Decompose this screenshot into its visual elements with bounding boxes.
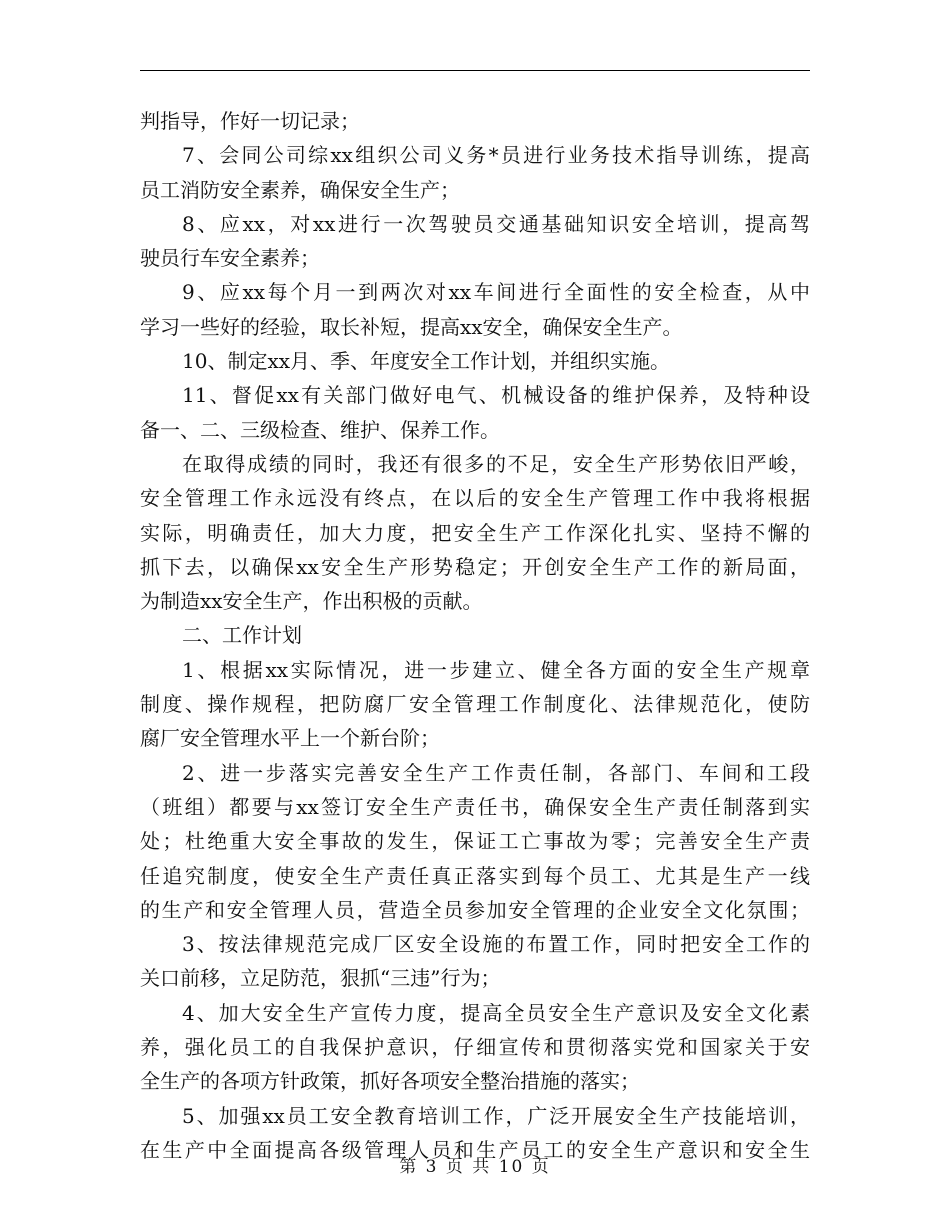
header-rule: [140, 70, 810, 71]
text-line: 处；杜绝重大安全事故的发生，保证工亡事故为零；完善安全生产责: [140, 829, 810, 854]
text-line: 备一、二、三级检查、维护、保养工作。: [140, 417, 500, 442]
text-line: 7、会同公司综xx组织公司义务*员进行业务技术指导训练，提高: [182, 143, 810, 168]
text-line: 4、加大安全生产宣传力度，提高全员安全生产意识及安全文化素: [182, 1000, 810, 1025]
text-line: 实际，明确责任，加大力度，把安全生产工作深化扎实、坚持不懈的: [140, 520, 810, 545]
text-line: 为制造xx安全生产，作出积极的贡献。: [140, 589, 483, 614]
text-line: 5、加强xx员工安全教育培训工作，广泛开展安全生产技能培训，: [182, 1103, 810, 1128]
text-line: 任追究制度，使安全生产责任真正落实到每个员工、尤其是生产一线: [140, 863, 810, 888]
text-line: 在取得成绩的同时，我还有很多的不足，安全生产形势依旧严峻，: [182, 451, 810, 476]
text-line: 在生产中全面提高各级管理人员和生产员工的安全生产意识和安全生: [140, 1137, 810, 1162]
text-line: 抓下去，以确保xx安全生产形势稳定；开创安全生产工作的新局面，: [140, 554, 810, 579]
text-line: 3、按法律规范完成厂区安全设施的布置工作，同时把安全工作的: [182, 932, 810, 957]
text-line: 11、督促xx有关部门做好电气、机械设备的维护保养，及特种设: [182, 383, 810, 408]
text-line: 2、进一步落实完善安全生产工作责任制，各部门、车间和工段: [182, 760, 810, 785]
text-line: 安全管理工作永远没有终点，在以后的安全生产管理工作中我将根据: [140, 486, 810, 511]
text-line: 驶员行车安全素养；: [140, 246, 320, 271]
text-line: 制度、操作规程，把防腐厂安全管理工作制度化、法律规范化，使防: [140, 692, 810, 717]
text-line: （班组）都要与xx签订安全生产责任书，确保安全生产责任制落到实: [140, 794, 810, 819]
page-number-footer: 第 3 页 共 10 页: [399, 1157, 551, 1177]
text-line: 养，强化员工的自我保护意识，仔细宣传和贯彻落实党和国家关于安: [140, 1035, 810, 1060]
text-line: 二、工作计划: [182, 623, 302, 648]
text-line: 9、应xx每个月一到两次对xx车间进行全面性的安全检查，从中: [182, 280, 810, 305]
text-line: 全生产的各项方针政策，抓好各项安全整治措施的落实；: [140, 1069, 640, 1094]
document-body: [140, 104, 810, 1167]
text-line: 的生产和安全管理人员，营造全员参加安全管理的企业安全文化氛围；: [140, 897, 810, 922]
text-line: 员工消防安全素养，确保安全生产；: [140, 177, 460, 202]
text-line: 学习一些好的经验，取长补短，提高xx安全，确保安全生产。: [140, 314, 683, 339]
text-line: 10、制定xx月、季、年度安全工作计划，并组织实施。: [182, 349, 671, 374]
text-line: 1、根据xx实际情况，进一步建立、健全各方面的安全生产规章: [182, 657, 810, 682]
text-line: 关口前移，立足防范，狠抓“三违”行为；: [140, 966, 501, 991]
text-line: 判指导，作好一切记录；: [140, 109, 360, 133]
text-line: 腐厂安全管理水平上一个新台阶；: [140, 726, 440, 751]
text-line: 8、应xx，对xx进行一次驾驶员交通基础知识安全培训，提高驾: [182, 211, 810, 236]
